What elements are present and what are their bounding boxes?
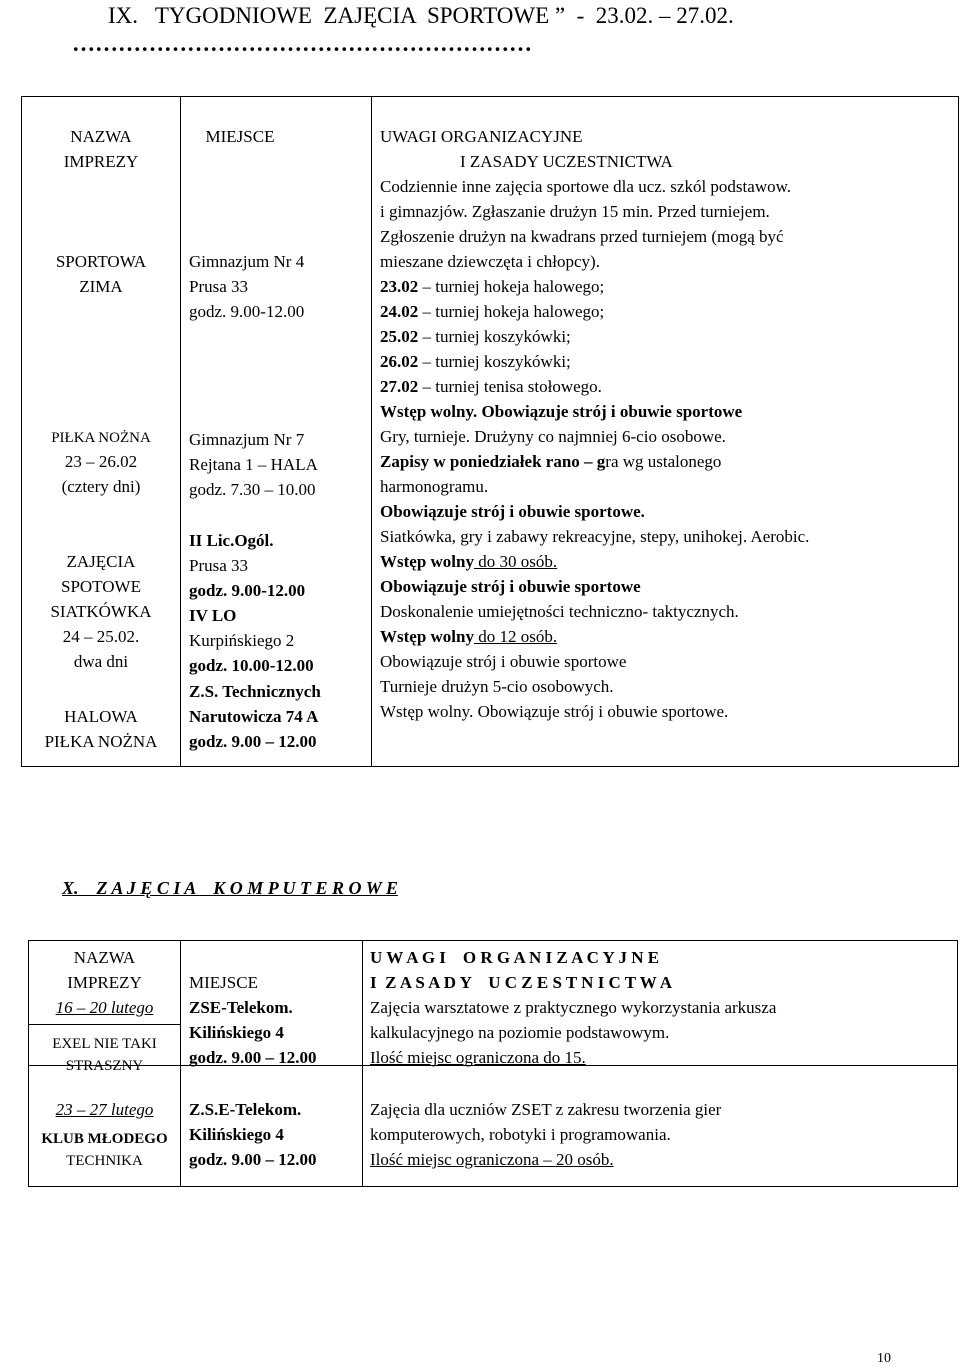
comp-notes-header: U W A G I O R G A N I Z A C Y J N E I Z A S A D Y U C Z E S T N I C T W A [370,948,673,992]
comp-row-1-notes: Zajęcia warsztatowe z praktycznego wykorzystania arkusza kalkulacyjnego na poziomie podstawowym. Ilość miejsc ograniczona do 15. [370,998,777,1067]
event-zajecia-sportowe: ZAJĘCIA SPOTOWE [61,552,141,596]
heading-dots: …………………………………………………… [72,31,532,56]
place-gimnazjum-4: Gimnazjum Nr 4 Prusa 33 godz. 9.00-12.00 [189,252,305,321]
place-iv-lo: IV LO Kurpińskiego 2 godz. 10.00-12.00 [189,606,314,675]
comp-row-2-place: Z.S.E-Telekom. Kilińskiego 4 godz. 9.00 – 12.00 [189,1100,317,1169]
comp-heading: X. Z A J Ę C I A K O M P U T E R O W E [62,878,398,898]
place-header: MIEJSCE [205,127,275,146]
page-heading: IX. TYGODNIOWE ZAJĘCIA SPORTOWE ” - 23.02. – 27.02. [108,3,734,28]
place-ii-lic: II Lic.Ogól. Prusa 33 godz. 9.00-12.00 [189,531,306,600]
notes-header: UWAGI ORGANIZACYJNE I ZASADY UCZESTNICTWA [380,127,673,171]
comp-name-header: NAZWA IMPREZY [67,948,142,992]
sport-table [21,96,959,767]
comp-place-header: MIEJSCE [189,973,258,992]
event-pilka-nozna: PIŁKA NOŻNA 23 – 26.02 (cztery dni) [51,430,151,496]
comp-row-2-name: 23 – 27 lutego KLUB MŁODEGO TECHNIKA [41,1100,168,1169]
comp-table [28,940,958,1187]
name-header: NAZWA IMPREZY [63,127,139,171]
comp-row-2-notes: Zajęcia dla uczniów ZSET z zakresu tworzenia gier komputerowych, robotyki i programowania. Ilość miejsc ograniczona – 20 osób. [370,1100,722,1169]
event-halowa-pilka: HALOWA PIŁKA NOŻNA [44,707,158,751]
event-siatkowka: SIATKÓWKA 24 – 25.02. dwa dni [50,602,152,671]
place-zs-technicznych: Z.S. Technicznych Narutowicza 74 A godz. 9.00 – 12.00 [189,682,321,751]
comp-row-1-name: 16 – 20 lutego EXEL NIE TAKI STRASZNY [29,995,180,1077]
comp-row-1-place: ZSE-Telekom. Kilińskiego 4 godz. 9.00 – 12.00 [189,998,317,1067]
event-sportowa-zima: SPORTOWA ZIMA [55,252,147,296]
sport-notes: Codziennie inne zajęcia sportowe dla ucz. szkól podstawow. i gimnazjów. Zgłaszanie drużyn 15 min. Przed turniejem. Zgłoszenie drużyn na kwadrans przed turniejem (mogą być mieszane dziewczęta i chłopcy). 23.02 – turniej hokeja halowego; 24.02 – turniej hokeja halowego; 25.02 – turniej koszykówki; 26.02 – turniej koszykówki; 27.02 – turniej tenisa stołowego. Wstęp wolny. Obowiązuje strój i obuwie sportowe Gry, turnieje. Drużyny co najmniej 6-cio osobowe. Zapisy w poniedziałek rano – gra wg ustalonego harmonogramu. Obowiązuje strój i obuwie sportowe. Siatkówka, gry i zabawy rekreacyjne, stepy, unihokej. Aerobic. Wstęp wolny do 30 osób. Obowiązuje strój i obuwie sportowe Doskonalenie umiejętności techniczno- taktycznych. Wstęp wolny do 12 osób. Obowiązuje strój i obuwie sportowe Turnieje drużyn 5-cio osobowych. Wstęp wolny. Obowiązuje strój i obuwie sportowe. [380,177,810,721]
page-number: 10 [877,1351,891,1366]
place-gimnazjum-7: Gimnazjum Nr 7 Rejtana 1 – HALA godz. 7.30 – 10.00 [189,430,318,499]
